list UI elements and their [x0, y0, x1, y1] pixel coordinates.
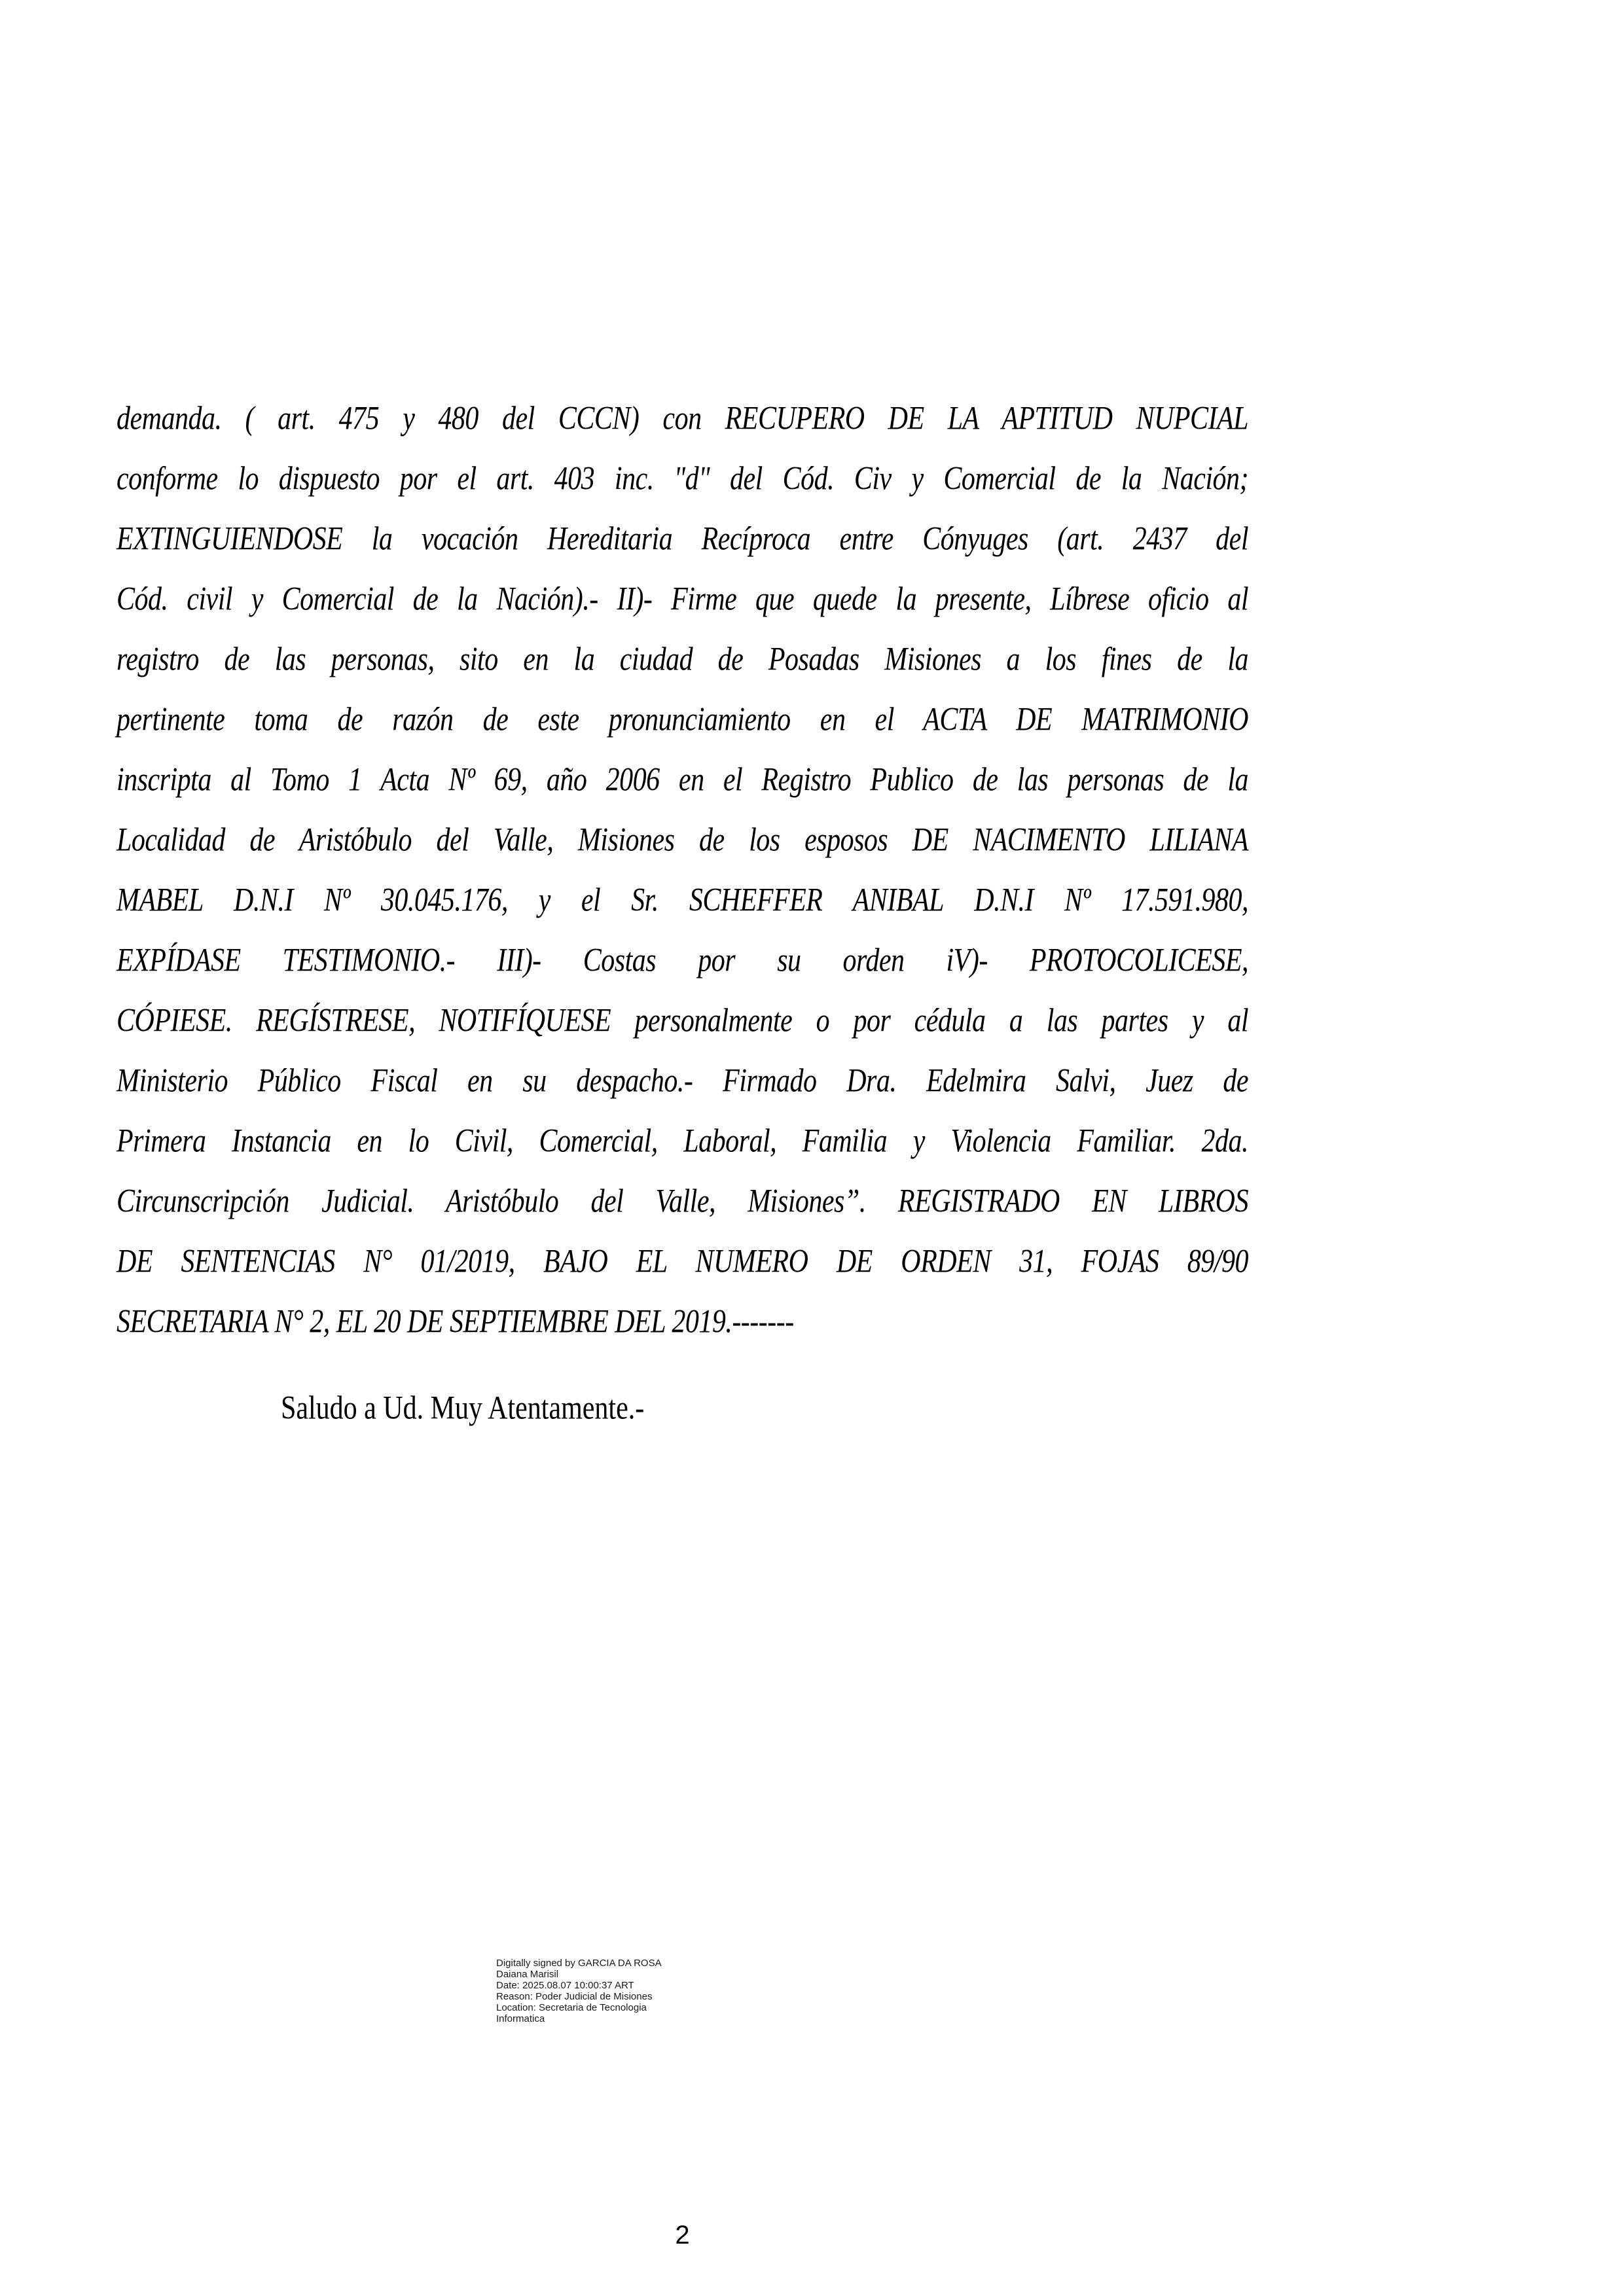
- body-line: CÓPIESE. REGÍSTRESE, NOTIFÍQUESE personalmente o por cédula a las partes y al: [117, 1003, 1248, 1039]
- signature-line: Informatica: [496, 2013, 545, 2024]
- body-line: EXPÍDASE TESTIMONIO.- III)- Costas por su orden iV)- PROTOCOLICESE,: [117, 942, 1248, 979]
- body-line: MABEL D.N.I Nº 30.045.176, y el Sr. SCHEFFER ANIBAL D.N.I Nº 17.591.980,: [117, 882, 1248, 919]
- digital-signature-stamp: [496, 1958, 771, 2024]
- signature-line: Reason: Poder Judicial de Misiones: [496, 1991, 653, 2002]
- body-line: Localidad de Aristóbulo del Valle, Misiones de los esposos DE NACIMENTO LILIANA: [117, 822, 1248, 859]
- body-line: EXTINGUIENDOSE la vocación Hereditaria Recíproca entre Cónyuges (art. 2437 del: [117, 521, 1248, 558]
- body-line: Primera Instancia en lo Civil, Comercial, Laboral, Familia y Violencia Familiar. 2da.: [117, 1123, 1248, 1160]
- closing-line: Saludo a Ud. Muy Atentamente.-: [281, 1390, 645, 1427]
- signature-line: Daiana Marisil: [496, 1969, 559, 1980]
- page-number: 2: [675, 2221, 690, 2250]
- body-line: Circunscripción Judicial. Aristóbulo del Valle, Misiones”. REGISTRADO EN LIBROS: [117, 1183, 1248, 1220]
- body-line: DE SENTENCIAS N° 01/2019, BAJO EL NUMERO DE ORDEN 31, FOJAS 89/90: [117, 1244, 1248, 1280]
- body-line: registro de las personas, sito en la ciudad de Posadas Misiones a los fines de la: [117, 641, 1248, 678]
- body-line: pertinente toma de razón de este pronunciamiento en el ACTA DE MATRIMONIO: [117, 702, 1248, 738]
- body-line: SECRETARIA N° 2, EL 20 DE SEPTIEMBRE DEL 2019.-------: [117, 1304, 794, 1340]
- signature-line: Location: Secretaria de Tecnologia: [496, 2002, 647, 2013]
- signature-line: Date: 2025.08.07 10:00:37 ART: [496, 1980, 634, 1991]
- signature-line: Digitally signed by GARCIA DA ROSA: [496, 1958, 662, 1969]
- body-line: Ministerio Público Fiscal en su despacho.- Firmado Dra. Edelmira Salvi, Juez de: [117, 1063, 1248, 1100]
- body-text: [117, 389, 1248, 1352]
- body-line: demanda. ( art. 475 y 480 del CCCN) con RECUPERO DE LA APTITUD NUPCIAL: [117, 401, 1248, 437]
- body-line: Cód. civil y Comercial de la Nación).- II)- Firme que quede la presente, Líbrese oficio al: [117, 581, 1248, 618]
- body-line: conforme lo dispuesto por el art. 403 inc. "d" del Cód. Civ y Comercial de la Nación;: [117, 461, 1248, 497]
- body-line: inscripta al Tomo 1 Acta Nº 69, año 2006 en el Registro Publico de las personas de la: [117, 762, 1248, 798]
